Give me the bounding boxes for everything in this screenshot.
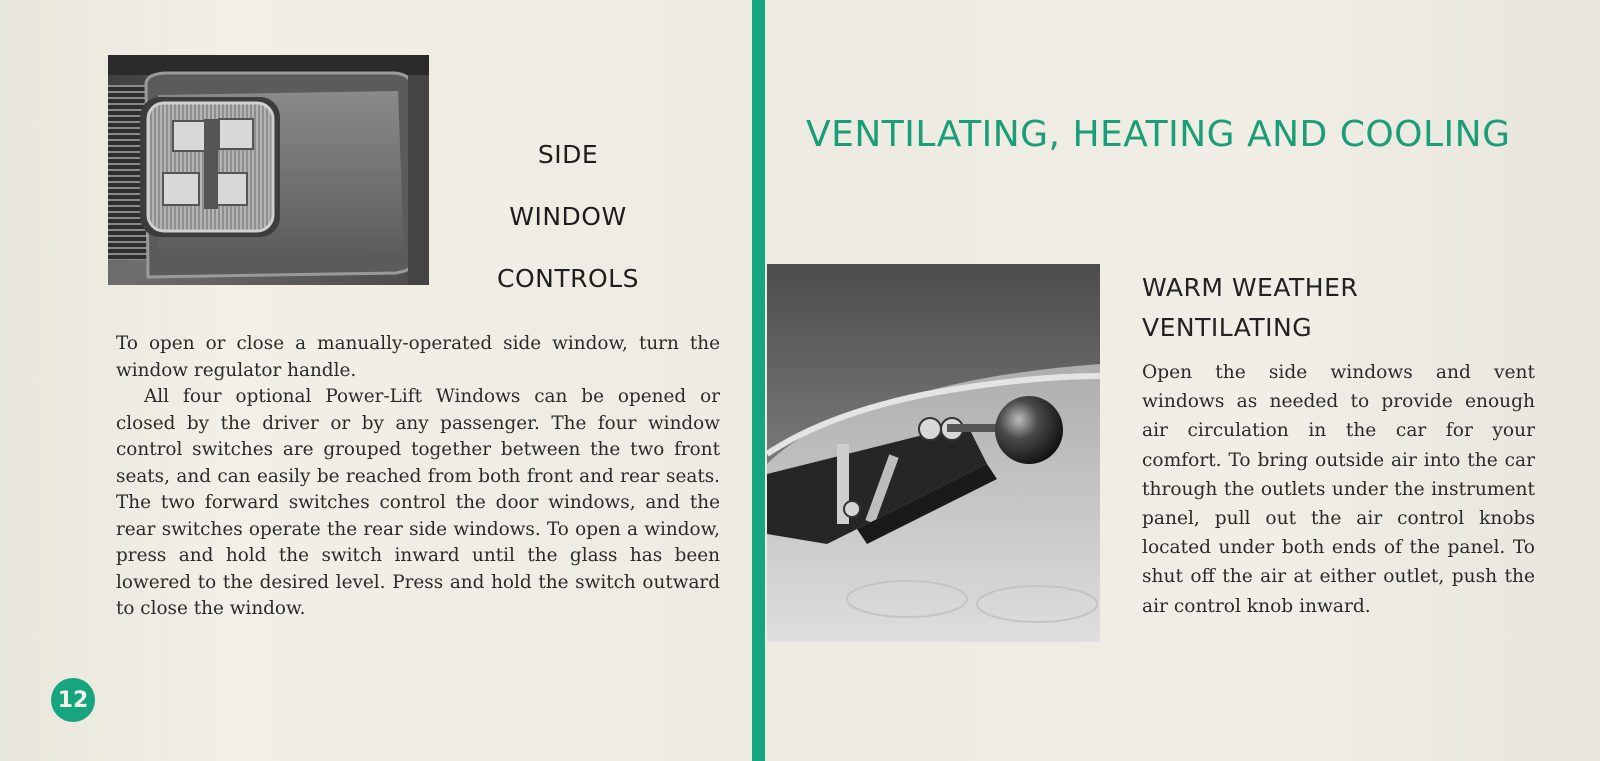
section-title: VENTILATING, HEATING AND COOLING (806, 114, 1511, 155)
ventilating-text: Open the side windows and vent windows as needed to provide enough air circulation in the car for your comfort. To bring outside air into the car through the outlets under the instrument panel, pull out the air control knobs located under both ends of the panel. To shut off the air at either outlet, push the air control knob inward. (1142, 362, 1535, 617)
warm-weather-heading (1142, 268, 1562, 348)
spine-divider (752, 0, 765, 761)
subheading-line: VENTILATING (1142, 313, 1313, 342)
window-switch-photo (108, 55, 429, 285)
heading-line: CONTROLS (497, 264, 639, 293)
left-page (0, 0, 752, 761)
paragraph: All four optional Power-Lift Windows can be opened or closed by the driver or by any passenger. The four window control switches are grouped together between the two front seats, and can easily be reached from both front and rear seats. The two forward switches control the door windows, and the rear switches operate the rear side windows. To open a window, press and hold the switch inward until the glass has been lowered to the desired level. Press and hold the switch outward to close the window. (116, 386, 720, 619)
side-window-controls-heading (468, 124, 668, 310)
heading-line: SIDE (537, 140, 599, 169)
air-control-knob-photo (767, 264, 1100, 642)
page-number-badge: 12 (51, 678, 95, 722)
subheading-line: WARM WEATHER (1142, 273, 1359, 302)
side-window-text (116, 331, 720, 623)
paragraph: To open or close a manually-operated side window, turn the window regulator handle. (116, 333, 720, 381)
heading-line: WINDOW (509, 202, 627, 231)
